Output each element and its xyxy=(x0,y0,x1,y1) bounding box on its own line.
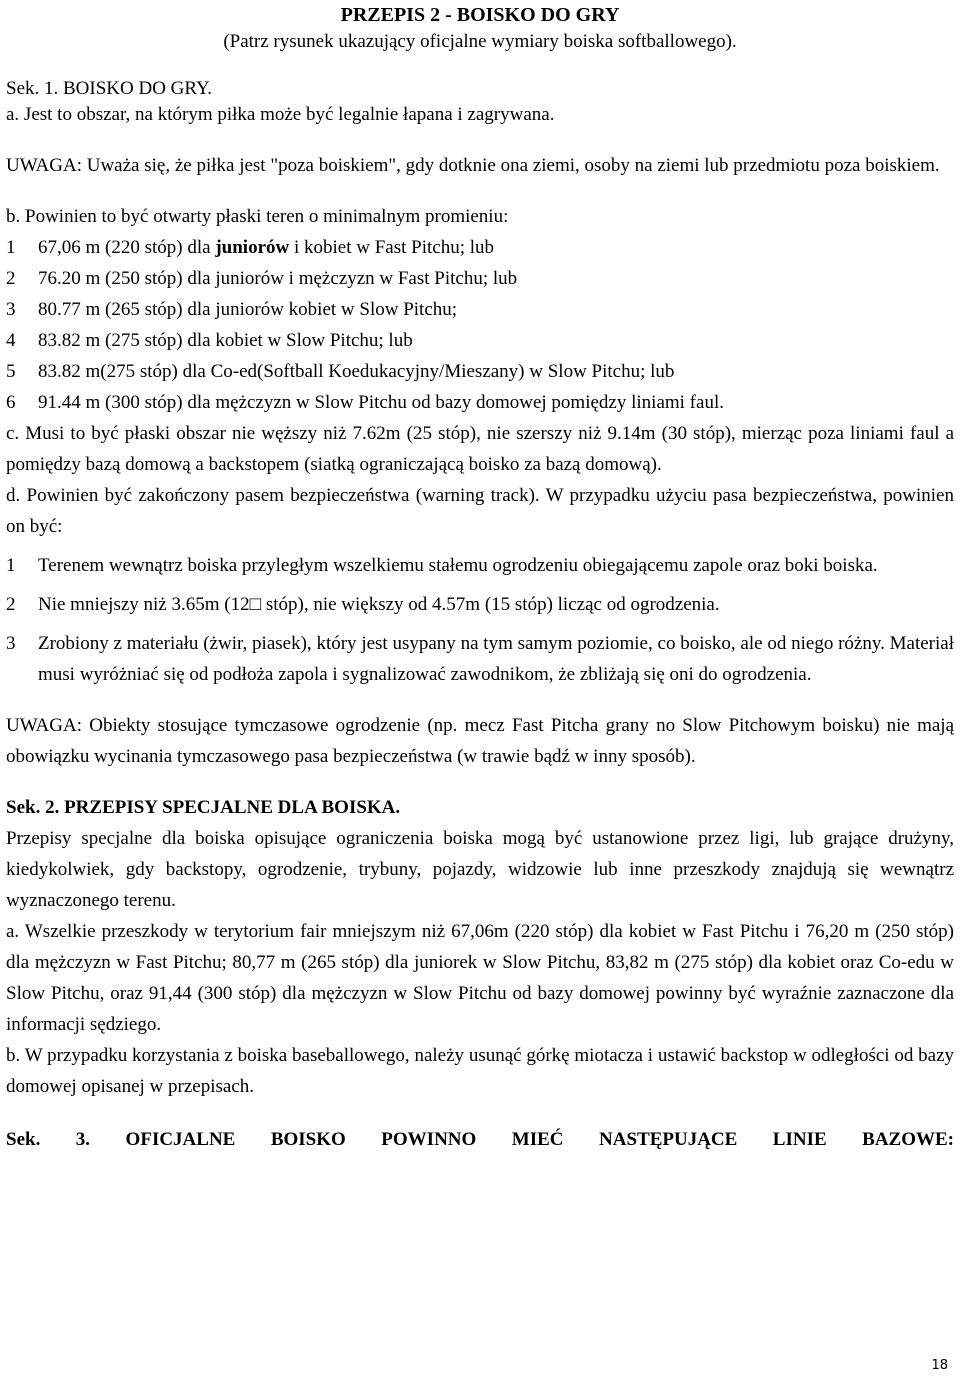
list-item-text-part: 67,06 m (220 stóp) dla xyxy=(38,237,216,258)
list-item-number: 1 xyxy=(6,555,16,576)
list-item-text xyxy=(38,325,954,356)
list-item-text xyxy=(38,387,954,418)
sek1-point-d: d. Powinien być zakończony pasem bezpieczeństwa (warning track). W przypadku użyciu pasa bezpieczeństwa, powinien on być: xyxy=(6,485,954,537)
list-item-number: 5 xyxy=(6,361,16,382)
list-item-text-part: 83.82 m (275 stóp) dla kobiet w Slow Pitchu; lub xyxy=(38,330,413,351)
sek1-point-b-list xyxy=(6,232,954,418)
list-item-text-part: 80.77 m (265 stóp) dla juniorów kobiet w Slow Pitchu; xyxy=(38,299,458,320)
list-item xyxy=(6,232,954,263)
list-item-number: 2 xyxy=(6,594,16,615)
list-item-number: 2 xyxy=(6,268,16,289)
sek3-heading xyxy=(6,1124,954,1155)
page-number: 18 xyxy=(931,1358,948,1373)
list-item-number: 3 xyxy=(6,633,16,654)
sek1-heading: Sek. 1. BOISKO DO GRY. xyxy=(6,78,213,99)
list-item-text: Terenem wewnątrz boiska przyległym wszelkiemu stałemu ogrodzeniu obiegającemu zapole oraz boki boiska. xyxy=(38,555,878,576)
list-item-text: Zrobiony z materiału (żwir, piasek), który jest usypany na tym samym poziomie, co boisko, ale od niego różny. Materiał musi wyróżniać się od podłoża zapola i sygnalizować zawodnikom, że zbliżają się oni do ogrodzenia. xyxy=(38,633,954,685)
sek1-point-d-list xyxy=(6,550,954,690)
list-item-number: 1 xyxy=(6,237,16,258)
sek1-point-c: c. Musi to być płaski obszar nie węższy niż 7.62m (25 stóp), nie szerszy niż 9.14m (30 stóp), mierząc poza liniami faul a pomiędzy bazą domową a backstopem (siatką ograniczającą boisko za bazą domową). xyxy=(6,423,954,475)
sek2-heading-text: Sek. 2. PRZEPISY SPECJALNE DLA BOISKA. xyxy=(6,797,401,818)
list-item-text xyxy=(38,294,954,325)
list-item-number: 3 xyxy=(6,299,16,320)
list-item-text-part: 76.20 m (250 stóp) dla juniorów i mężczyzn w Fast Pitchu; lub xyxy=(38,268,518,289)
list-item-text xyxy=(38,232,954,263)
list-item xyxy=(6,263,954,294)
sek2-point-b: b. W przypadku korzystania z boiska baseballowego, należy usunąć górkę miotacza i ustawić backstop w odległości od bazy domowej opisanej w przepisach. xyxy=(6,1045,954,1097)
list-item-text: Nie mniejszy niż 3.65m (12□ stóp), nie większy od 4.57m (15 stóp) licząc od ogrodzenia. xyxy=(38,594,720,615)
sek2-point-a: a. Wszelkie przeszkody w terytorium fair mniejszym niż 67,06m (220 stóp) dla kobiet w Fast Pitchu i 76,20 m (250 stóp) dla mężczyzn w Fast Pitchu; 80,77 m (265 stóp) dla juniorek w Slow Pitchu, 83,82 m (275 stóp) dla kobiet oraz Co-edu w Slow Pitchu, oraz 91,44 (300 stóp) dla mężczyzn w Slow Pitchu od bazy domowej powinny być wyraźnie zaznaczone dla informacji sędziego. xyxy=(6,921,954,1035)
list-item-text xyxy=(38,263,954,294)
list-item xyxy=(6,628,954,690)
list-item-text xyxy=(38,356,954,387)
list-item-number: 4 xyxy=(6,330,16,351)
document-page xyxy=(6,0,954,1155)
list-item xyxy=(6,294,954,325)
list-item-text-part: 83.82 m(275 stóp) dla Co-ed(Softball Koedukacyjny/Mieszany) w Slow Pitchu; lub xyxy=(38,361,675,382)
rule-title: PRZEPIS 2 - BOISKO DO GRY xyxy=(340,4,620,26)
sek2-intro: Przepisy specjalne dla boiska opisujące ograniczenia boiska mogą być ustanowione przez ligi, lub grające drużyny, kiedykolwiek, gdy backstopy, ogrodzenie, trybuny, pojazdy, widzowie lub inne przeszkody znajdują się wewnątrz wyznaczonego terenu. xyxy=(6,828,954,911)
list-item xyxy=(6,387,954,418)
list-item xyxy=(6,356,954,387)
sek1-uwaga-2: UWAGA: Obiekty stosujące tymczasowe ogrodzenie (np. mecz Fast Pitcha grany no Slow Pitchowym boisku) nie mają obowiązku wycinania tymczasowego pasa bezpieczeństwa (w trawie bądź w inny sposób). xyxy=(6,715,954,767)
list-item xyxy=(6,589,954,620)
list-item-text-part: 91.44 m (300 stóp) dla mężczyzn w Slow Pitchu od bazy domowej pomiędzy liniami faul. xyxy=(38,392,724,413)
sek1-uwaga: UWAGA: Uważa się, że piłka jest "poza boiskiem", gdy dotknie ona ziemi, osoby na ziemi lub przedmiotu poza boiskiem. xyxy=(6,155,940,176)
list-item-emphasis: juniorów xyxy=(215,237,290,258)
list-item-text-part: i kobiet w Fast Pitchu; lub xyxy=(289,237,495,258)
list-item-number: 6 xyxy=(6,392,16,413)
sek2-heading xyxy=(6,792,954,823)
sek3-heading-text: Sek. 3. OFICJALNE BOISKO POWINNO MIEĆ NASTĘPUJĄCE LINIE BAZOWE: xyxy=(6,1129,954,1150)
rule-subtitle: (Patrz rysunek ukazujący oficjalne wymiary boiska softballowego). xyxy=(223,31,737,52)
list-item xyxy=(6,550,954,581)
list-item xyxy=(6,325,954,356)
sek1-point-b-intro: b. Powinien to być otwarty płaski teren o minimalnym promieniu: xyxy=(6,206,509,227)
sek1-point-a: a. Jest to obszar, na którym piłka może być legalnie łapana i zagrywana. xyxy=(6,104,555,125)
